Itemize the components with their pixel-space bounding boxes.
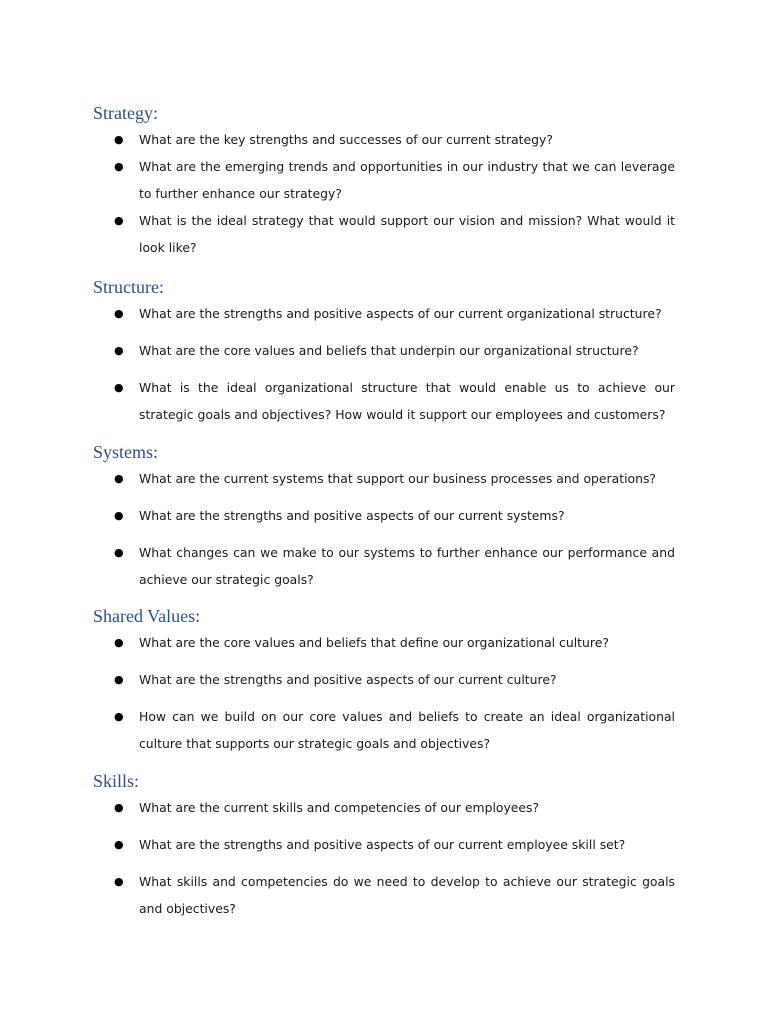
question-list (93, 794, 675, 922)
question-text: How can we build on our core values and beliefs to create an ideal organizational culture that supports our strategic goals and objectives? (139, 709, 675, 751)
bullet-icon: ● (114, 472, 124, 485)
question-text: What are the strengths and positive aspects of our current organizational structure? (139, 306, 662, 321)
question-text: What are the strengths and positive aspects of our current systems? (139, 508, 565, 523)
bullet-icon: ● (114, 344, 124, 357)
question-text: What are the strengths and positive aspects of our current employee skill set? (139, 837, 626, 852)
list-item (93, 831, 675, 858)
section-structure (93, 276, 675, 428)
question-text: What is the ideal strategy that would support our vision and mission? What would it look like? (139, 213, 675, 255)
bullet-icon: ● (114, 801, 124, 814)
list-item (93, 868, 675, 922)
bullet-icon: ● (114, 636, 124, 649)
question-text: What skills and competencies do we need to develop to achieve our strategic goals and objectives? (139, 874, 675, 916)
section-strategy (93, 102, 675, 261)
list-item (93, 703, 675, 757)
bullet-icon: ● (114, 133, 124, 146)
list-item (93, 207, 675, 261)
section-heading: Structure: (93, 277, 164, 297)
list-item (93, 126, 675, 153)
question-text: What are the current systems that support our business processes and operations? (139, 471, 656, 486)
list-item (93, 794, 675, 821)
section-skills (93, 770, 675, 922)
bullet-icon: ● (114, 307, 124, 320)
question-list (93, 629, 675, 757)
list-item (93, 666, 675, 693)
question-text: What are the key strengths and successes of our current strategy? (139, 132, 553, 147)
list-item (93, 337, 675, 364)
question-text: What are the strengths and positive aspects of our current culture? (139, 672, 557, 687)
question-list (93, 465, 675, 593)
section-heading: Skills: (93, 771, 140, 791)
section-heading: Shared Values: (93, 606, 201, 626)
question-text: What are the core values and beliefs that underpin our organizational structure? (139, 343, 639, 358)
list-item (93, 153, 675, 207)
bullet-icon: ● (114, 214, 124, 227)
section-heading: Strategy: (93, 103, 158, 123)
bullet-icon: ● (114, 546, 124, 559)
section-heading: Systems: (93, 442, 159, 462)
bullet-icon: ● (114, 673, 124, 686)
question-text: What changes can we make to our systems to further enhance our performance and achieve our strategic goals? (139, 545, 675, 587)
list-item (93, 539, 675, 593)
bullet-icon: ● (114, 875, 124, 888)
bullet-icon: ● (114, 710, 124, 723)
bullet-icon: ● (114, 381, 124, 394)
section-shared-values (93, 605, 675, 757)
bullet-icon: ● (114, 838, 124, 851)
bullet-icon: ● (114, 160, 124, 173)
list-item (93, 502, 675, 529)
question-text: What is the ideal organizational structure that would enable us to achieve our strategic goals and objectives? How would it support our employees and customers? (139, 380, 675, 422)
bullet-icon: ● (114, 509, 124, 522)
question-text: What are the current skills and competencies of our employees? (139, 800, 540, 815)
list-item (93, 300, 675, 327)
question-list (93, 300, 675, 428)
question-text: What are the core values and beliefs that define our organizational culture? (139, 635, 609, 650)
question-list (93, 126, 675, 261)
list-item (93, 629, 675, 656)
question-text: What are the emerging trends and opportunities in our industry that we can leverage to further enhance our strategy? (139, 159, 675, 201)
list-item (93, 465, 675, 492)
list-item (93, 374, 675, 428)
section-systems (93, 441, 675, 593)
